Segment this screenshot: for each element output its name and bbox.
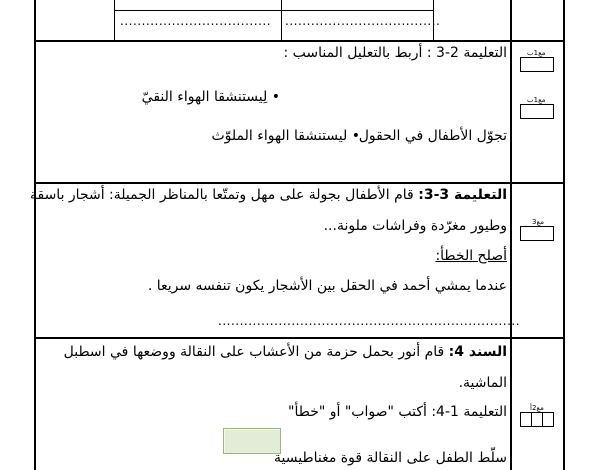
- source-4-text: قام أنور بحمل حزمة من الأعشاب على النقالة ووضعها في اسطبل: [63, 344, 445, 360]
- content-right-border: [510, 0, 512, 470]
- source-4-label: السند 4:: [448, 344, 507, 360]
- section-3-3-instruction: [30, 186, 507, 204]
- instruction-4-1: التعليمة 1-4: أكتب "صواب" أو "خطأ": [288, 404, 507, 420]
- score-box-4-1-divider-a: [531, 412, 532, 427]
- statement-magnetic-force: سلّط الطفل على النقالة قوة مغناطيسية: [274, 450, 507, 466]
- score-box-3-2-a[interactable]: [520, 57, 554, 72]
- table-left-border: [34, 0, 36, 470]
- correct-error-label: أصلح الخطأ:: [435, 248, 507, 264]
- row-divider-1: [34, 40, 565, 42]
- section-3-3-text: قام الأطفال بجولة على مهل وتمتّعا بالمناظر الجميلة: أشجار باسقة: [29, 187, 414, 203]
- table-right-border: [563, 0, 565, 470]
- section-3-2-instruction: التعليمة 2-3 : أربط بالتعليل المناسب :: [283, 45, 507, 61]
- option-polluted-air: [212, 127, 361, 145]
- option-clean-air: [142, 88, 280, 106]
- top-inner-row-line: [114, 10, 434, 11]
- answer-box-true-false[interactable]: [223, 428, 281, 454]
- top-inner-col-2: [281, 0, 282, 40]
- score-box-3-2-b[interactable]: [520, 104, 554, 119]
- top-inner-col-1: [114, 0, 115, 40]
- score-box-4-1[interactable]: [520, 412, 554, 427]
- source-4: [64, 343, 507, 361]
- option-clean-air-label: لِيستنشقا الهواء النقيّ: [141, 89, 268, 105]
- score-label-3-2-b: مع1ب: [527, 96, 546, 104]
- row-divider-2: [34, 182, 565, 184]
- source-4-line2: الماشية.: [458, 375, 507, 391]
- score-box-3-3[interactable]: [520, 226, 554, 241]
- correction-dots[interactable]: ......................................................................: [218, 314, 521, 328]
- bullet-2: •: [351, 128, 360, 144]
- section-3-3-label: التعليمة 3-3:: [418, 187, 507, 203]
- option-polluted-air-label: ليستنشقا الهواء الملوّث: [211, 128, 348, 144]
- score-box-4-1-divider-b: [542, 412, 543, 427]
- score-label-4-1: مع2أ: [530, 404, 544, 412]
- top-dots-left: ...................................: [120, 14, 272, 28]
- score-label-3-3: مع3: [532, 218, 544, 226]
- score-label-3-2-a: مع1ب: [527, 49, 546, 57]
- statement-children-walk: تجوّل الأطفال في الحقول: [358, 128, 507, 144]
- wrong-sentence: عندما يمشي أحمد في الحقل بين الأشجار يكون تنفسه سريعا .: [147, 278, 507, 294]
- row-divider-3: [34, 337, 565, 339]
- bullet-1: •: [271, 89, 280, 105]
- section-3-3-line2: وطيور مغرّدة وفراشات ملونة...: [323, 218, 507, 234]
- top-dots-mid: ....................................: [285, 14, 441, 28]
